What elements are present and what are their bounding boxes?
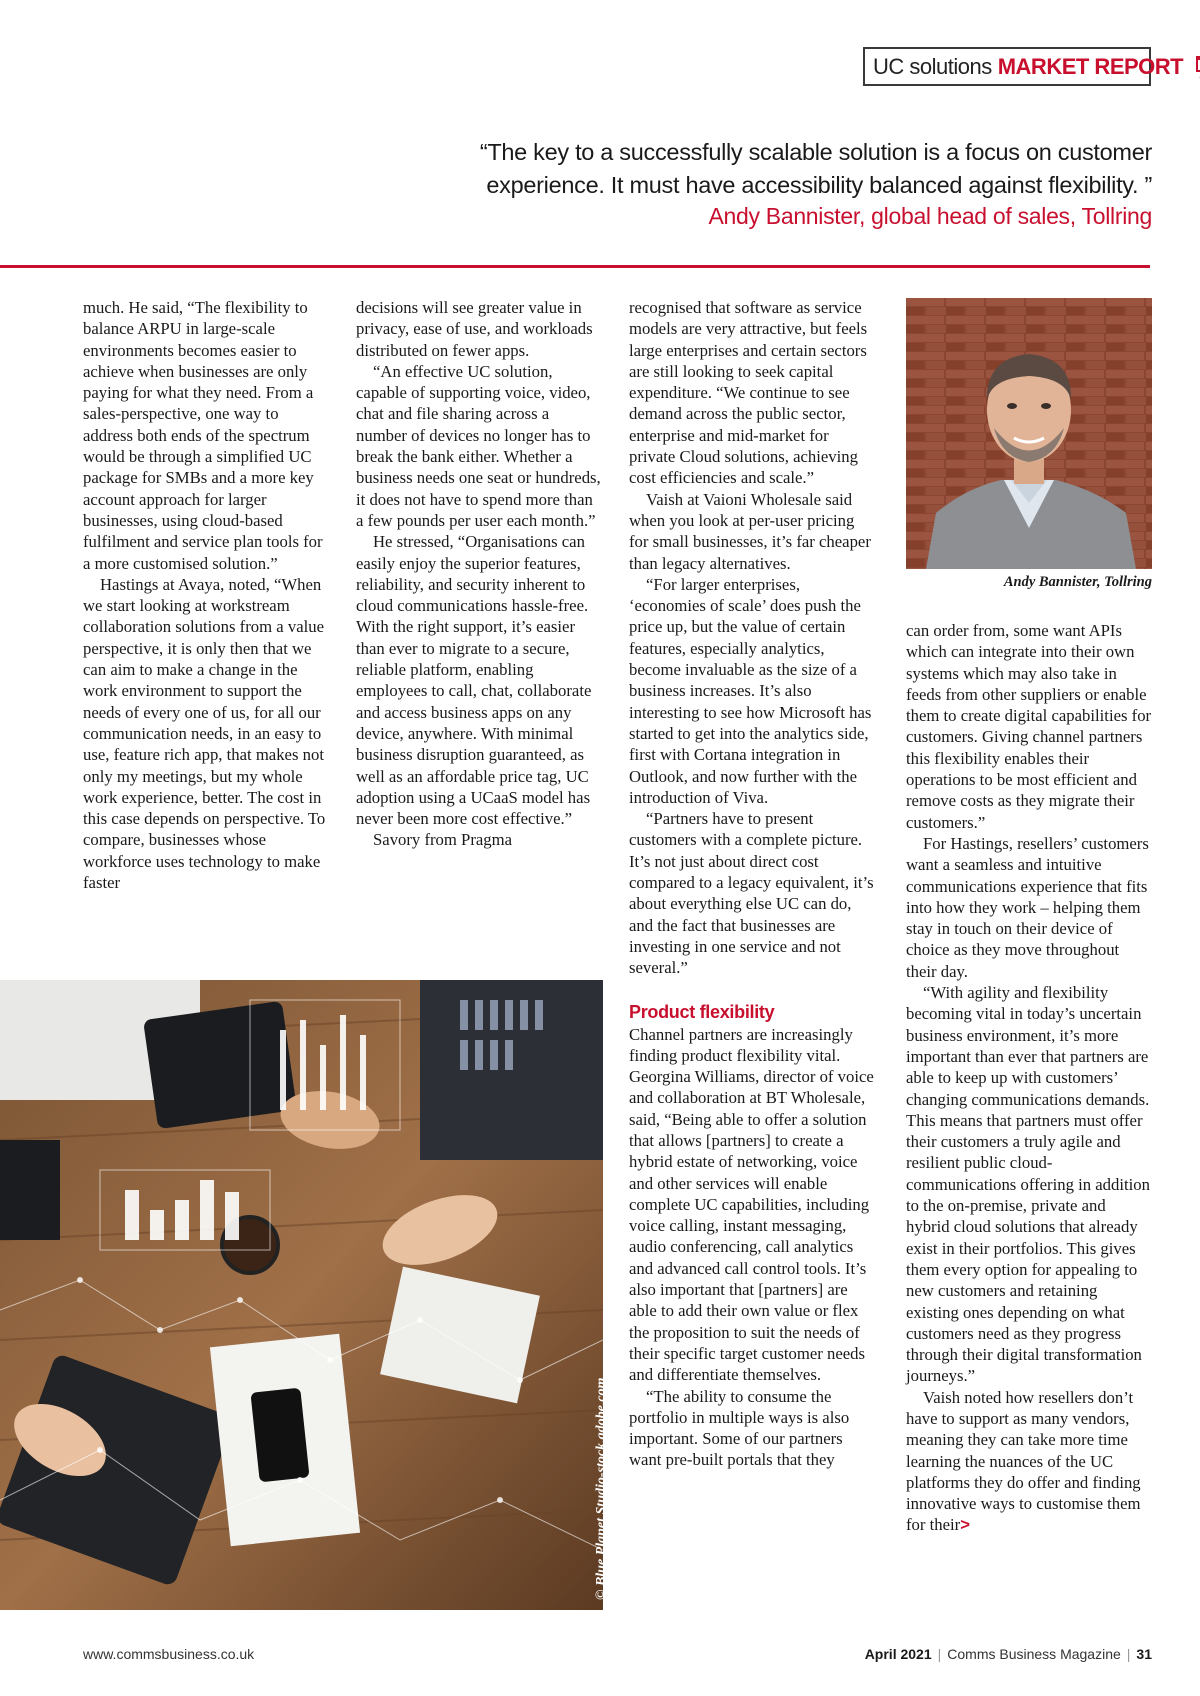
office-collaboration-photo [0, 980, 603, 1610]
pull-quote-attribution: Andy Bannister, global head of sales, Tollring [708, 203, 1152, 229]
pull-quote-line-2: experience. It must have accessibility balanced against flexibility. ” [486, 172, 1152, 198]
paragraph: “For larger enterprises, ‘economies of scale’ does push the price up, but the value of certain features, especially analytics, become invaluable as the size of a business increases. It’s also interesting to see how Microsoft has started to get into the analytics side, first with Cortana integration in Outlook, and now further with the introduction of Viva. [629, 574, 872, 807]
subheading: Product flexibility [629, 1001, 775, 1022]
paragraph: Hastings at Avaya, noted, “When we start looking at workstream collaboration solutions from a value perspective, it is only then that we can aim to make a change in the work environment to support the needs of every one of us, for all our communication needs, in an easy to use, feature rich app, that makes not only my meetings, but my whole work experience, better. The cost in this case depends on perspective. To compare, businesses whose workforce uses technology to make faster [83, 574, 326, 893]
paragraph: “An effective UC solution, capable of supporting voice, video, chat and file sharing across a number of devices no longer has to break the bank either. Whether a business needs one seat or hundreds, it does not have to spend more than a few pounds per user each month.” [356, 361, 601, 530]
paragraph: Savory from Pragma [373, 830, 513, 850]
paragraph: “Partners have to present customers with a complete picture. It’s not just about direct cost compared to a legacy equivalent, it’s about everything else UC can do, and the fact that businesses are investing in one service and not several.” [629, 809, 874, 978]
section-header [863, 47, 1184, 86]
paragraph: decisions will see greater value in privacy, ease of use, and workloads distributed on fewer apps. [356, 298, 593, 360]
paragraph: “The ability to consume the portfolio in multiple ways is also important. Some of our partners want pre-built portals that they [629, 1386, 850, 1470]
paragraph: He stressed, “Organisations can easily enjoy the superior features, reliability, and security inherent to cloud communications hassle-free. With the right support, it’s easier than ever to migrate to a secure, reliable platform, enabling employees to call, chat, collaborate and access business apps on any device, anywhere. With minimal business disruption guaranteed, as well as an affordable price tag, UC adoption using a UCaaS model has never been more cost effective.” [356, 532, 592, 829]
paragraph: “With agility and flexibility becoming vital in today’s uncertain business environment, it’s more important than ever that partners are able to keep up with customers’ changing communications demands. This means that partners must offer their customers a truly agile and resilient public cloud-communications offering in addition to the on-premise, private and hybrid cloud solutions that already exist in their portfolios. This gives them every option for appealing to new customers and retaining existing ones depending on what customers need as they progress through their digital transformation journeys.” [906, 983, 1150, 1386]
footer-website[interactable]: www.commsbusiness.co.uk [83, 1646, 255, 1662]
paragraph: Vaish at Vaioni Wholesale said when you look at per-user pricing for small businesses, it’s far cheaper than legacy alternatives. [629, 489, 871, 573]
photo-caption: Andy Bannister, Tollring [1003, 574, 1152, 590]
presentation-board-icon [1193, 55, 1200, 79]
image-credit-text: © Blue Planet Studio-stock.adobe.com [594, 1377, 609, 1600]
pull-quote [440, 136, 1152, 202]
paragraph [906, 1387, 1152, 1536]
section-label-strong: MARKET REPORT [997, 53, 1184, 79]
footer-separator: | [937, 1646, 942, 1662]
article-column-1 [83, 297, 329, 893]
article-column-2 [356, 297, 602, 851]
article-column-4 [906, 620, 1152, 1536]
page-number: 31 [1136, 1646, 1152, 1662]
footer-issue-info [865, 1646, 1152, 1662]
paragraph: recognised that software as service models are very attractive, but feels large enterprises and certain sectors are still looking to seek capital expenditure. “We continue to see demand across the public sector, enterprise and mid-market for private Cloud solutions, achieving cost efficiencies and scale.” [629, 298, 868, 488]
header-divider [0, 265, 1150, 268]
portrait-photo [906, 298, 1152, 569]
paragraph: For Hastings, resellers’ customers want a seamless and intuitive communications experience that fits into how they work – helping them stay in touch on their device of choice as they move throughout their day. [906, 833, 1149, 981]
article-column-3 [629, 297, 875, 1471]
paragraph: much. He said, “The flexibility to balance ARPU in large-scale environments becomes easier to achieve when businesses are only paying for what they need. From a sales-perspective, one way to address both ends of the spectrum would be through a simplified UC package for SMBs and a more key account approach for larger businesses, using cloud-based fulfilment and service plan tools for a more customised solution.” [83, 298, 323, 573]
paragraph-text: Vaish noted how resellers don’t have to support as many vendors, meaning they can take more time learning the nuances of the UC platforms they do offer and finding innovative ways to customise them for their [906, 1387, 1141, 1535]
pull-quote-line-1: “The key to a successfully scalable solution is a focus on customer [479, 139, 1152, 165]
section-label: UC solutions [873, 53, 992, 79]
continue-arrow-icon: > [960, 1515, 970, 1535]
footer-issue-date: April 2021 [864, 1646, 932, 1662]
footer-magazine-name: Comms Business Magazine [947, 1646, 1121, 1662]
paragraph: Channel partners are increasingly finding product flexibility vital. Georgina Williams, director of voice and collaboration at BT Wholesale, said, “Being able to offer a solution that allows [partners] to create a hybrid estate of networking, voice and other services will enable complete UC capabilities, including voice calling, instant messaging, audio conferencing, call analytics and advanced call control tools. It’s also important that [partners] are able to add their own value or flex the proposition to suit the needs of their specific target customer needs and differentiate themselves. [629, 1024, 874, 1385]
image-credit [578, 1240, 609, 1600]
paragraph: can order from, some want APIs which can integrate into their own systems which may also take in feeds from other suppliers or enable them to create digital capabilities for customers. Giving channel partners this flexibility enables their operations to be most efficient and remove costs as they migrate their customers.” [906, 621, 1152, 832]
footer-separator: | [1126, 1646, 1131, 1662]
